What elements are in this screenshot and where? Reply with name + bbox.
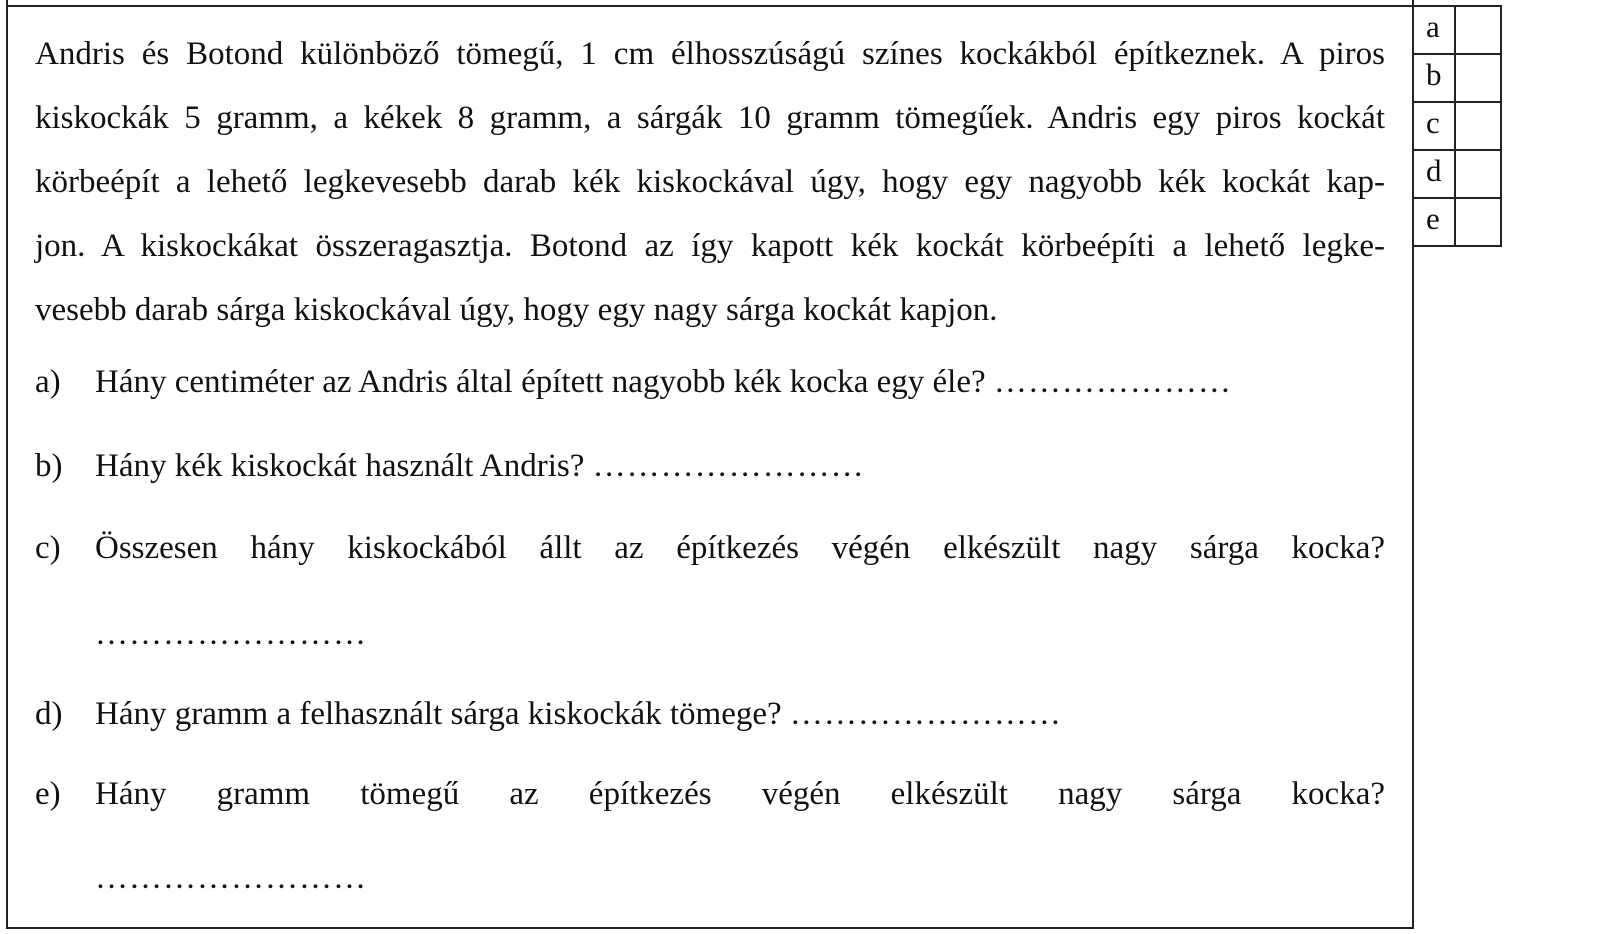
score-box[interactable] [1455, 6, 1501, 54]
question-text: Összesen hány kiskockából állt az építkezés végén elkészült nagy sárga kocka? [95, 530, 1385, 566]
score-box[interactable] [1455, 54, 1501, 102]
problem-line: vesebb darab sárga kiskockával úgy, hogy egy nagy sárga kockát kapjon. [35, 292, 998, 328]
score-box[interactable] [1455, 150, 1501, 198]
question-text-content: Hány gramm a felhasznált sárga kiskockák tömege? [95, 696, 782, 732]
score-row-c [1413, 102, 1501, 150]
score-box[interactable] [1455, 102, 1501, 150]
question-letter: c) [35, 530, 61, 566]
problem-line: Andris és Botond különböző tömegű, 1 cm élhosszúságú színes kockákból építkeznek. A piros [35, 36, 1385, 72]
question-text-content: Hány kék kiskockát használt Andris? [95, 448, 585, 484]
score-row-e [1413, 198, 1501, 246]
score-label: b [1413, 54, 1455, 102]
question-text [95, 360, 1232, 404]
answer-blank[interactable]: ………………… [993, 364, 1232, 400]
problem-line: kiskockák 5 gramm, a kékek 8 gramm, a sárgák 10 gramm tömegűek. Andris egy piros kockát [35, 100, 1385, 136]
question-letter: b) [35, 448, 63, 484]
question-letter: e) [35, 776, 61, 812]
question-text-content: Hány centiméter az Andris által épített nagyobb kék kocka egy éle? [95, 364, 986, 400]
answer-blank[interactable]: …………………… [95, 860, 367, 896]
question-text [95, 444, 865, 488]
question-letter: a) [35, 364, 61, 400]
question-text [95, 692, 1062, 736]
score-label: d [1413, 150, 1455, 198]
problem-statement [35, 22, 1385, 342]
answer-blank[interactable]: …………………… [789, 696, 1062, 732]
answer-blank[interactable]: …………………… [95, 616, 367, 652]
question-text: Hány gramm tömegű az építkezés végén elkészült nagy sárga kocka? [95, 776, 1385, 812]
score-row-d [1413, 150, 1501, 198]
score-label: e [1413, 198, 1455, 246]
score-table [1412, 5, 1502, 247]
problem-line: jon. A kiskockákat összeragasztja. Botond az így kapott kék kockát körbeépíti a lehető legke- [35, 228, 1385, 264]
question-letter: d) [35, 696, 63, 732]
answer-blank[interactable]: …………………… [592, 448, 865, 484]
score-label: a [1413, 6, 1455, 54]
score-label: c [1413, 102, 1455, 150]
score-row-a [1413, 6, 1501, 54]
score-box[interactable] [1455, 198, 1501, 246]
score-row-b [1413, 54, 1501, 102]
problem-line: körbeépít a lehető legkevesebb darab kék kiskockával úgy, hogy egy nagyobb kék kockát kap- [35, 164, 1385, 200]
